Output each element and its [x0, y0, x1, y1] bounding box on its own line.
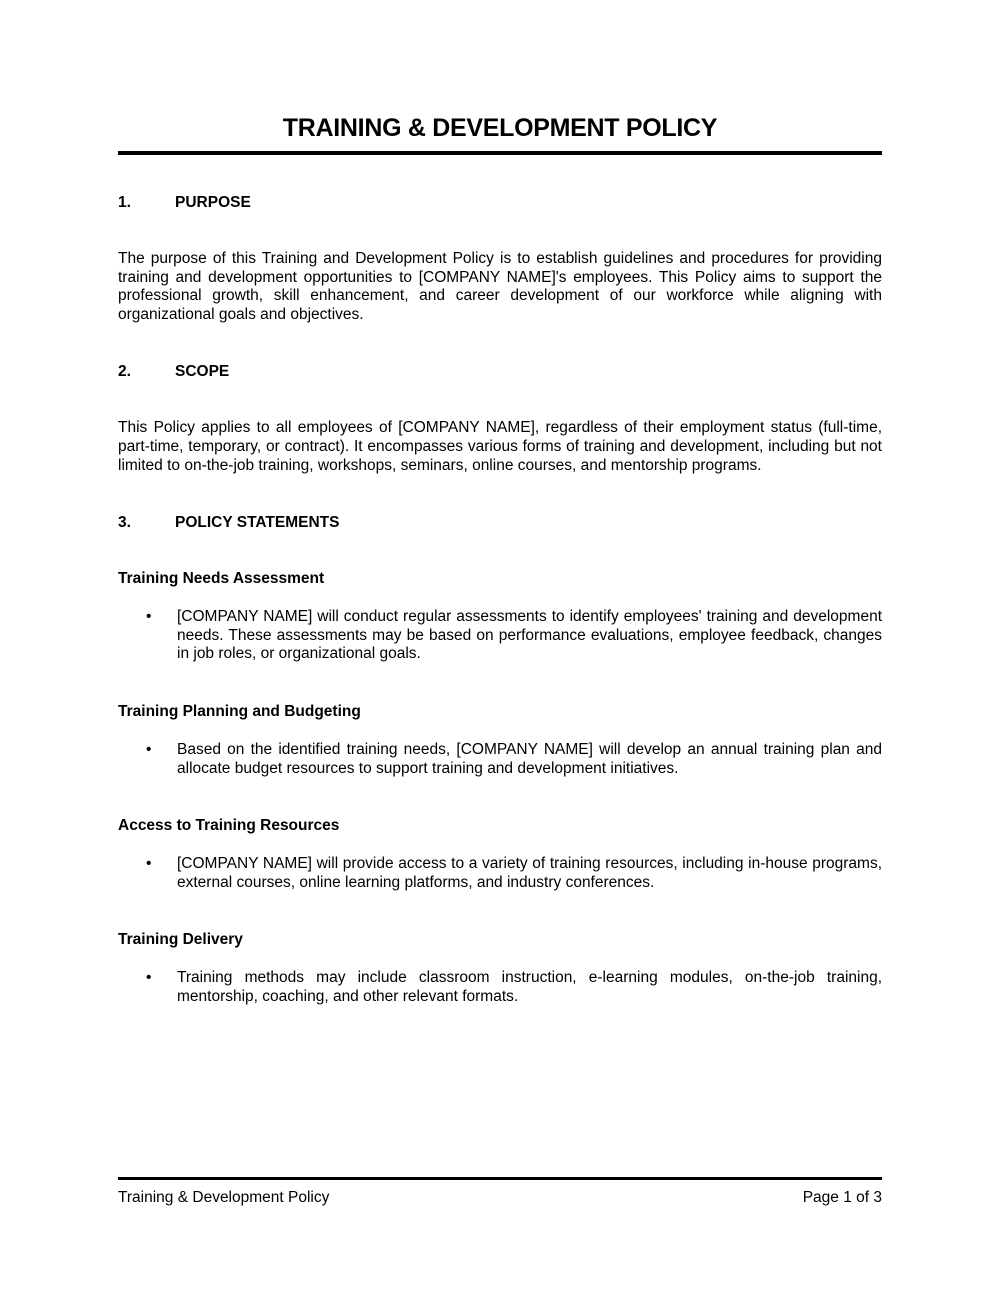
section-heading-label: POLICY STATEMENTS [175, 514, 340, 532]
section-number: 3. [118, 514, 131, 532]
list-item [118, 608, 882, 664]
document-title: TRAINING & DEVELOPMENT POLICY [282, 114, 718, 142]
footer-page-number: Page 1 of 3 [802, 1189, 882, 1206]
subsection-heading-training-planning-budgeting: Training Planning and Budgeting [118, 702, 361, 720]
bullet-text: [COMPANY NAME] will provide access to a variety of training resources, including in-house programs, external courses, online learning platforms, and industry conferences. [177, 855, 882, 891]
bullet-icon: • [146, 969, 152, 987]
section-heading-label: PURPOSE [175, 194, 251, 211]
purpose-paragraph: The purpose of this Training and Development Policy is to establish guidelines and procedures for providing training and development opportunities to [COMPANY NAME]'s employees. This Policy aims to support the professional growth, skill enhancement, and career development of our workforce while aligning with organizational goals and objectives. [118, 250, 882, 323]
footer-doc-title: Training & Development Policy [118, 1189, 330, 1206]
section-heading-scope [118, 363, 882, 380]
section-number: 2. [118, 363, 131, 381]
scope-paragraph: This Policy applies to all employees of [COMPANY NAME], regardless of their employment status (full-time, part-time, temporary, or contract). It encompasses various forms of training and development, including but not limited to on-the-job training, workshops, seminars, online courses, and mentorship programs. [118, 419, 882, 474]
list-item [118, 741, 882, 778]
section-heading-purpose [118, 194, 882, 211]
subsection-heading-training-delivery: Training Delivery [118, 931, 243, 949]
section-heading-label: SCOPE [175, 363, 230, 381]
bullet-text: [COMPANY NAME] will conduct regular assessments to identify employees' training and development needs. These assessments may be based on performance evaluations, employee feedback, changes in job roles, or organizational goals. [177, 608, 882, 663]
bullet-icon: • [146, 608, 152, 626]
bullet-text: Based on the identified training needs, [COMPANY NAME] will develop an annual training plan and allocate budget resources to support training and development initiatives. [177, 740, 882, 777]
bullet-icon: • [146, 740, 152, 758]
list-item [118, 969, 882, 1006]
section-number: 1. [118, 194, 131, 211]
bullet-text: Training methods may include classroom instruction, e-learning modules, on-the-job training, mentorship, coaching, and other relevant formats. [177, 969, 882, 1005]
list-item [118, 855, 882, 892]
title-divider [118, 151, 882, 155]
subsection-heading-access-to-training-resources: Access to Training Resources [118, 817, 340, 835]
section-heading-policy-statements [118, 514, 882, 531]
page-footer [118, 1177, 882, 1207]
subsection-heading-training-needs-assessment: Training Needs Assessment [118, 570, 325, 588]
bullet-icon: • [146, 855, 152, 873]
